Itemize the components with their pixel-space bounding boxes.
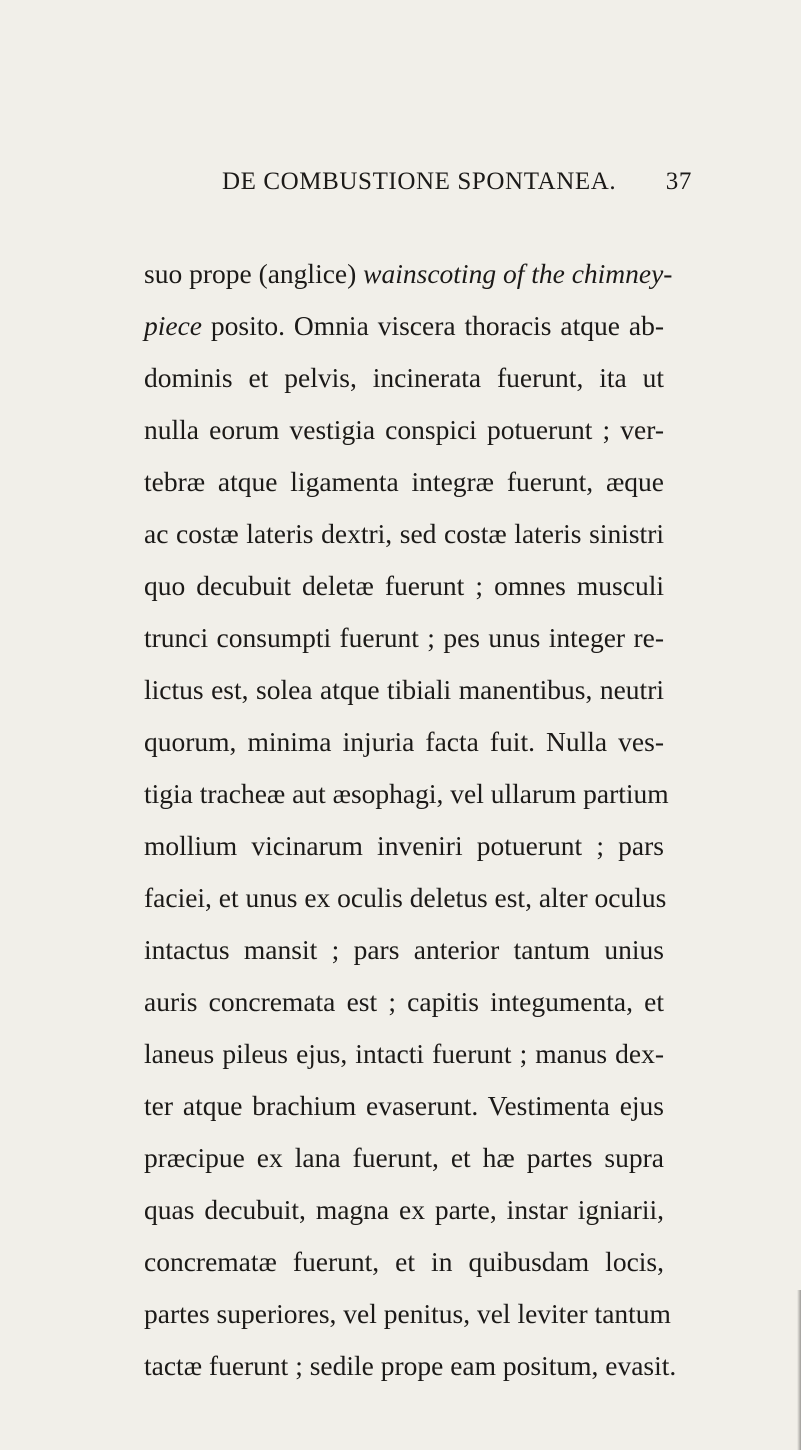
text-line: partes superiores, vel penitus, vel leviter tantum — [144, 1298, 671, 1329]
text-line: trunci consumpti fuerunt ; pes unus integer re- — [144, 622, 664, 653]
text-line: piece posito. Omnia viscera thoracis atque ab- — [144, 310, 664, 341]
text-line: intactus mansit ; pars anterior tantum unius — [144, 934, 664, 965]
text-line: quorum, minima injuria facta fuit. Nulla ves- — [144, 726, 664, 757]
text-line: tigia tracheæ aut æsophagi, vel ullarum partium — [144, 778, 669, 809]
text-line: laneus pileus ejus, intacti fuerunt ; manus dex- — [144, 1038, 664, 1069]
text-line: dominis et pelvis, incinerata fuerunt, ita ut — [144, 362, 664, 393]
text-line: ter atque brachium evaserunt. Vestimenta ejus — [144, 1090, 664, 1121]
page-number: 37 — [665, 168, 692, 195]
text-line: tactæ fuerunt ; sedile prope eam positum, evasit. — [144, 1350, 677, 1381]
text-line: ac costæ lateris dextri, sed costæ lateris sinistri — [144, 518, 664, 549]
running-head — [222, 168, 692, 200]
running-title: DE COMBUSTIONE SPONTANEA. — [222, 168, 617, 195]
text-line: lictus est, solea atque tibiali manentibus, neutri — [144, 674, 664, 705]
text-line: suo prope (anglice) wainscoting of the chimney- — [144, 258, 673, 289]
text-line: concrematæ fuerunt, et in quibusdam locis, — [144, 1246, 664, 1277]
text-line: quo decubuit deletæ fuerunt ; omnes musculi — [144, 570, 664, 601]
text-line: præcipue ex lana fuerunt, et hæ partes supra — [144, 1142, 664, 1173]
text-line: faciei, et unus ex oculis deletus est, alter oculus — [144, 882, 667, 913]
page-edge-shadow — [797, 1290, 801, 1450]
text-line: mollium vicinarum inveniri potuerunt ; pars — [144, 830, 664, 861]
text-line: quas decubuit, magna ex parte, instar igniarii, — [144, 1194, 664, 1225]
text-line: auris concremata est ; capitis integumenta, et — [144, 986, 664, 1017]
text-line: tebræ atque ligamenta integræ fuerunt, æque — [144, 466, 664, 497]
text-line: nulla eorum vestigia conspici potuerunt ; ver- — [144, 414, 664, 445]
